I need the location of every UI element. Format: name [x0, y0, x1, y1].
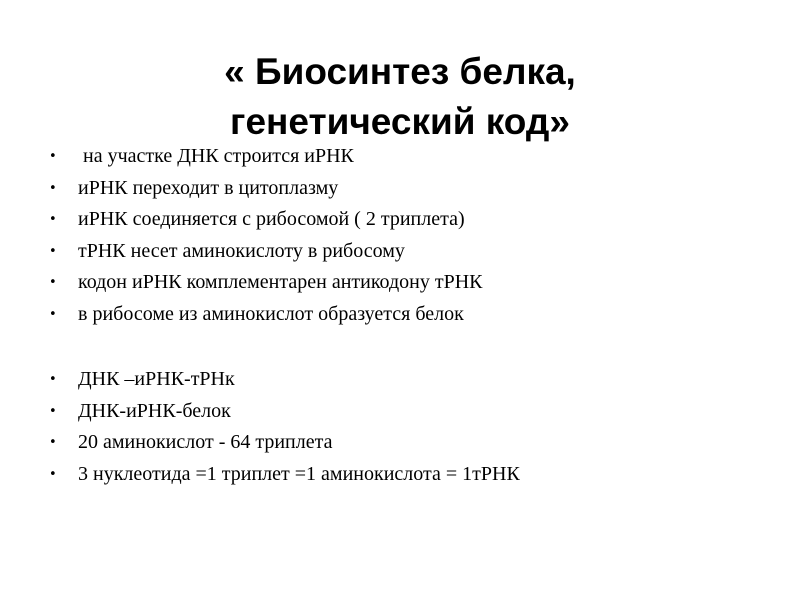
- list-item-text: ДНК-иРНК-белок: [78, 399, 231, 422]
- list-item: [0, 396, 800, 428]
- bullet-icon: •: [49, 435, 57, 450]
- list-item: [0, 141, 800, 173]
- list-item-text: иРНК переходит в цитоплазму: [78, 176, 339, 199]
- slide-title-line-1: « Биосинтез белка,: [224, 50, 576, 92]
- bullet-icon: •: [49, 212, 57, 227]
- list-item-text: ДНК –иРНК-тРНк: [78, 368, 235, 390]
- bullet-icon: •: [49, 243, 57, 259]
- list-item: [0, 267, 800, 299]
- bullet-icon: •: [49, 180, 57, 196]
- list-item-text: 3 нуклеотида =1 триплет =1 аминокислота = 1тРНК: [78, 462, 520, 485]
- list-item-text: тРНК несет аминокислоту в рибосому: [78, 239, 405, 262]
- list-item-text: на участке ДНК строится иРНК: [78, 145, 354, 167]
- list-item: [0, 204, 800, 236]
- list-item-text: в рибосоме из аминокислот образуется белок: [78, 302, 464, 325]
- slide-title-line-2: генетический код»: [230, 100, 570, 142]
- list-item: [0, 236, 800, 268]
- list-item: [0, 299, 800, 331]
- bullet-icon: •: [49, 306, 57, 322]
- list-item-text: иРНК соединяется с рибосомой ( 2 триплета): [78, 208, 465, 230]
- list-spacer: [0, 330, 800, 364]
- slide-title: [0, 47, 800, 147]
- bullet-icon: •: [49, 372, 57, 387]
- list-item-text: кодон иРНК комплементарен антикодону тРНК: [78, 271, 483, 293]
- list-item: [0, 364, 800, 396]
- bullet-list: [0, 141, 800, 490]
- list-item: [0, 459, 800, 491]
- list-item: [0, 173, 800, 205]
- bullet-icon: •: [49, 403, 57, 419]
- list-item: [0, 427, 800, 459]
- bullet-icon: •: [49, 466, 57, 482]
- list-item-text: 20 аминокислот - 64 триплета: [78, 431, 333, 453]
- bullet-icon: •: [49, 275, 57, 290]
- bullet-icon: •: [49, 149, 57, 164]
